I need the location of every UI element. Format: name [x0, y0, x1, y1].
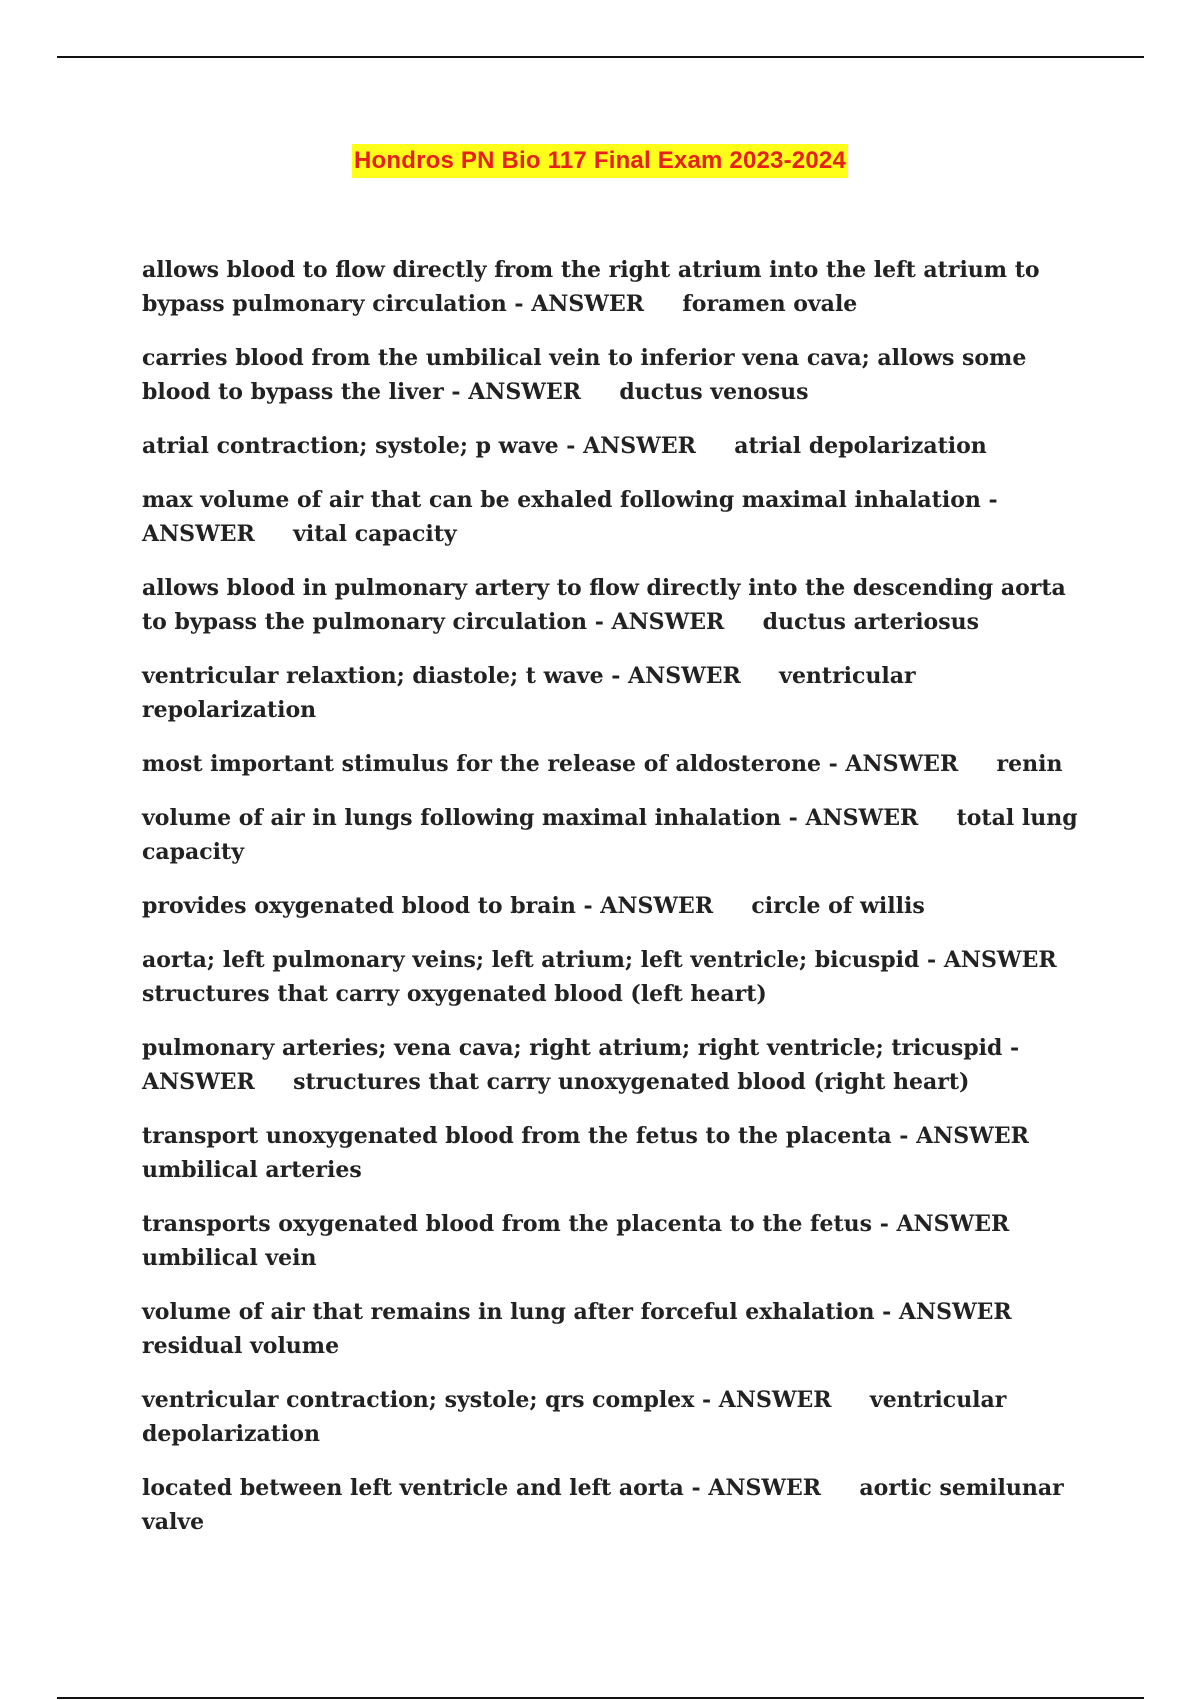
answer-text: aortic semilunar valve [142, 1475, 1072, 1535]
qa-item [142, 1383, 1092, 1451]
question-text: volume of air that remains in lung after forceful exhalation - ANSWER [142, 1299, 1012, 1325]
qa-item [142, 483, 1092, 551]
question-text: allows blood to flow directly from the right atrium into the left atrium to bypass pulmonary circulation - ANSWER [142, 257, 1048, 317]
qa-item [142, 747, 1092, 781]
document-title: Hondros PN Bio 117 Final Exam 2023-2024 [352, 144, 848, 178]
answer-text: structures that carry oxygenated blood (left heart) [142, 981, 767, 1007]
question-text: most important stimulus for the release of aldosterone - ANSWER [142, 751, 959, 777]
qa-item [142, 1207, 1092, 1275]
qa-item [142, 943, 1092, 1011]
qa-list [142, 253, 1092, 1559]
question-text: ventricular contraction; systole; qrs complex - ANSWER [142, 1387, 832, 1413]
footer-rule [57, 1697, 1144, 1699]
question-text: provides oxygenated blood to brain - ANSWER [142, 893, 714, 919]
answer-text: ventricular depolarization [142, 1387, 1015, 1447]
question-text: transports oxygenated blood from the placenta to the fetus - ANSWER [142, 1211, 1010, 1237]
answer-text: structures that carry unoxygenated blood (right heart) [293, 1069, 970, 1095]
qa-item [142, 1471, 1092, 1539]
header-rule [57, 56, 1144, 58]
question-text: volume of air in lungs following maximal inhalation - ANSWER [142, 805, 919, 831]
question-text: transport unoxygenated blood from the fetus to the placenta - ANSWER [142, 1123, 1029, 1149]
question-text: max volume of air that can be exhaled following maximal inhalation - ANSWER [142, 487, 1006, 547]
answer-text: renin [996, 751, 1063, 777]
question-text: ventricular relaxtion; diastole; t wave - ANSWER [142, 663, 741, 689]
question-text: carries blood from the umbilical vein to inferior vena cava; allows some blood to bypass the liver - ANSWER [142, 345, 1035, 405]
answer-text: ductus venosus [619, 379, 809, 405]
answer-text: total lung capacity [142, 805, 1086, 865]
qa-item [142, 889, 1092, 923]
qa-item [142, 801, 1092, 869]
question-text: aorta; left pulmonary veins; left atrium; left ventricle; bicuspid - ANSWER [142, 947, 1057, 973]
answer-text: umbilical vein [142, 1245, 317, 1271]
question-text: located between left ventricle and left aorta - ANSWER [142, 1475, 822, 1501]
answer-text: foramen ovale [682, 291, 858, 317]
answer-text: ductus arteriosus [762, 609, 979, 635]
answer-text: circle of willis [751, 893, 925, 919]
qa-item [142, 1295, 1092, 1363]
answer-text: ventricular repolarization [142, 663, 924, 723]
question-text: allows blood in pulmonary artery to flow directly into the descending aorta to bypass the pulmonary circulation - ANSWER [142, 575, 1074, 635]
qa-item [142, 571, 1092, 639]
qa-item [142, 341, 1092, 409]
answer-text: residual volume [142, 1333, 340, 1359]
answer-text: umbilical arteries [142, 1157, 362, 1183]
title-container [0, 144, 1200, 178]
answer-text: atrial depolarization [734, 433, 987, 459]
question-text: atrial contraction; systole; p wave - ANSWER [142, 433, 696, 459]
qa-item [142, 253, 1092, 321]
question-text: pulmonary arteries; vena cava; right atrium; right ventricle; tricuspid - ANSWER [142, 1035, 1027, 1095]
answer-text: vital capacity [293, 521, 457, 547]
qa-item [142, 1031, 1092, 1099]
qa-item [142, 659, 1092, 727]
qa-item [142, 1119, 1092, 1187]
qa-item [142, 429, 1092, 463]
